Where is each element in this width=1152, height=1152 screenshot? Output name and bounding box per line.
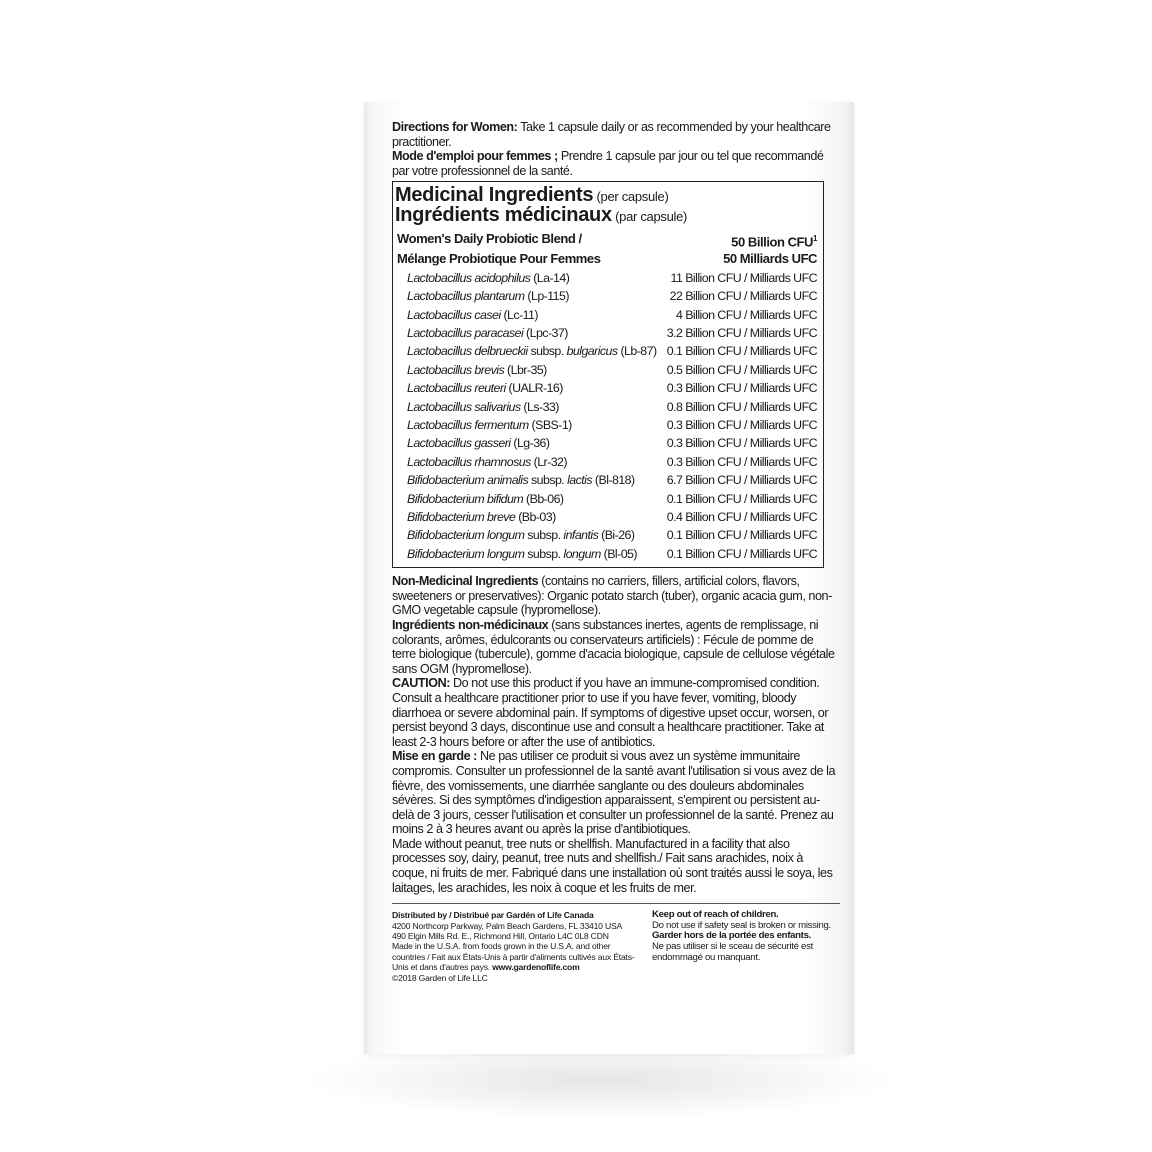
strain-name: Lactobacillus reuteri (UALR-16) <box>407 381 563 396</box>
strain-row <box>395 434 817 452</box>
strain-amount: 0.3 Billion CFU / Milliards UFC <box>666 417 817 432</box>
directions-en: Directions for Women: Take 1 capsule daily or as recommended by your healthcare practitioner. <box>392 120 831 149</box>
strain-name: Bifidobacterium longum subsp. infantis (Bi-26) <box>407 528 635 543</box>
strain-row <box>395 453 817 471</box>
strain-amount: 0.4 Billion CFU / Milliards UFC <box>666 509 817 524</box>
strain-amount: 0.3 Billion CFU / Milliards UFC <box>666 436 817 451</box>
strain-list <box>395 269 817 564</box>
strain-name: Lactobacillus paracasei (Lpc-37) <box>407 325 568 340</box>
non-medicinal-fr: Ingrédients non-médicinaux (sans substances inertes, agents de remplissage, ni colorants, arômes, édulcorants ou conservateurs artificiels) : Fécule de pomme de terre biologique (tubercule), gomme d'acacia biologique, capsule de cellulose végétale sans OGM (hypromellose). <box>392 617 835 676</box>
ingredients-title-en: Medicinal Ingredients (per capsule) <box>395 184 669 207</box>
strain-row <box>395 269 817 287</box>
strain-amount: 4 Billion CFU / Milliards UFC <box>675 307 817 322</box>
strain-name: Lactobacillus plantarum (Lp-115) <box>407 289 569 304</box>
strain-row <box>395 471 817 489</box>
caution-en: CAUTION: Do not use this product if you have an immune-compromised condition. Consult a healthcare practitioner prior to use if you have fever, vomiting, bloody diarrhoea or severe abdominal pain. If symptoms of digestive upset occur, worsen, or persist beyond 3 days, discontinue use and consult a healthcare practitioner. Take at least 2-3 hours before or after the use of antibiotics. <box>392 676 829 749</box>
strain-name: Bifidobacterium bifidum (Bb-06) <box>407 491 564 506</box>
strain-amount: 0.1 Billion CFU / Milliards UFC <box>666 546 817 561</box>
strain-name: Lactobacillus rhamnosus (Lr-32) <box>407 454 567 469</box>
strain-name: Lactobacillus salivarius (Ls-33) <box>407 399 559 414</box>
strain-row <box>395 342 817 360</box>
strain-amount: 0.5 Billion CFU / Milliards UFC <box>666 362 817 377</box>
strain-amount: 0.3 Billion CFU / Milliards UFC <box>666 381 817 396</box>
strain-row <box>395 361 817 379</box>
medicinal-ingredients-box <box>392 181 824 568</box>
strain-amount: 0.1 Billion CFU / Milliards UFC <box>666 528 817 543</box>
strain-row <box>395 545 817 563</box>
blend-row-en: Women's Daily Probiotic Blend / 50 Billion CFU$^1$ <box>397 231 817 250</box>
strain-amount: 3.2 Billion CFU / Milliards UFC <box>666 325 817 340</box>
strain-row <box>395 508 817 526</box>
blend-row-fr: Mélange Probiotique Pour Femmes 50 Milliards UFC <box>397 250 817 266</box>
strain-name: Lactobacillus fermentum (SBS-1) <box>407 417 572 432</box>
strain-row <box>395 398 817 416</box>
label-footer <box>392 903 840 983</box>
strain-amount: 6.7 Billion CFU / Milliards UFC <box>666 473 817 488</box>
strain-name: Lactobacillus gasseri (Lg-36) <box>407 436 550 451</box>
allergen-statement: Made without peanut, tree nuts or shellfish. Manufactured in a facility that also processes soy, dairy, peanut, tree nuts and shellfish./ Fait sans arachides, noix à coque, ni fruits de mer. Fabriqué dans une installation où sont traités aussi le soya, les laitages, les arachides, les noix à coque et les fruits de mer. <box>392 836 833 895</box>
distributor-info: Distributed by / Distribué par Gardén of Life Canada 4200 Northcorp Parkway, Palm Beach Gardens, FL 33410 USA 490 Elgin Mills Rd. E., Richmond Hill, Ontario L4C 0L8 CDN Made in the U.S.A. from foods grown in the U.S.A. and other countries / Fait aux États-Unis à partir d'aliments cultivés aux États-Unis et dans d'autres pays. www.gardenoflife.com ©2018 Garden of Life LLC <box>392 910 635 983</box>
strain-name: Bifidobacterium breve (Bb-03) <box>407 509 556 524</box>
strain-amount: 11 Billion CFU / Milliards UFC <box>670 270 817 285</box>
strain-amount: 0.3 Billion CFU / Milliards UFC <box>666 454 817 469</box>
strain-name: Lactobacillus brevis (Lbr-35) <box>407 362 547 377</box>
safety-info: Keep out of reach of children. Do not use if safety seal is broken or missing. Garder hors de la portée des enfants. Ne pas utiliser si le sceau de sécurité est endommagé ou manquant. <box>652 909 831 963</box>
strain-row <box>395 306 817 324</box>
strain-row <box>395 490 817 508</box>
label-panel <box>392 120 840 983</box>
strain-row <box>395 379 817 397</box>
strain-row <box>395 526 817 544</box>
strain-name: Bifidobacterium longum subsp. longum (Bl-05) <box>407 546 637 561</box>
strain-row <box>395 416 817 434</box>
non-medicinal-en: Non-Medicinal Ingredients (contains no carriers, fillers, artificial colors, flavors, sweeteners or preservatives): Organic potato starch (tuber), organic acacia gum, non-GMO vegetable capsule (hypromellose). <box>392 574 832 618</box>
directions-fr: Mode d'emploi pour femmes ; Prendre 1 capsule par jour ou tel que recommandé par votre professionnel de la santé. <box>392 149 824 178</box>
strain-amount: 0.8 Billion CFU / Milliards UFC <box>666 399 817 414</box>
ingredients-title-fr: Ingrédients médicinaux (par capsule) <box>395 204 688 227</box>
strain-amount: 0.1 Billion CFU / Milliards UFC <box>666 491 817 506</box>
caution-fr: Mise en garde : Ne pas utiliser ce produit si vous avez un système immunitaire compromis. Consulter un professionnel de la santé avant l'utilisation si vous avez de la fièvre, des vomissements, une diarrhée sanglante ou des douleurs abdominales sévères. Si des symptômes d'indigestion apparaissent, s'empirent ou persistent au-delà de 3 jours, cesser l'utilisation et consulter un professionnel de la santé. Prenez au moins 2 à 3 heures avant ou après la prise d'antibiotiques. <box>392 749 836 837</box>
strain-amount: 0.1 Billion CFU / Milliards UFC <box>666 344 817 359</box>
strain-row <box>395 287 817 305</box>
strain-name: Lactobacillus casei (Lc-11) <box>407 307 538 322</box>
strain-amount: 22 Billion CFU / Milliards UFC <box>669 289 817 304</box>
strain-row <box>395 324 817 342</box>
strain-name: Bifidobacterium animalis subsp. lactis (Bl-818) <box>407 473 635 488</box>
strain-name: Lactobacillus acidophilus (La-14) <box>407 270 570 285</box>
strain-name: Lactobacillus delbrueckii subsp. bulgaricus (Lb-87) <box>407 344 657 359</box>
